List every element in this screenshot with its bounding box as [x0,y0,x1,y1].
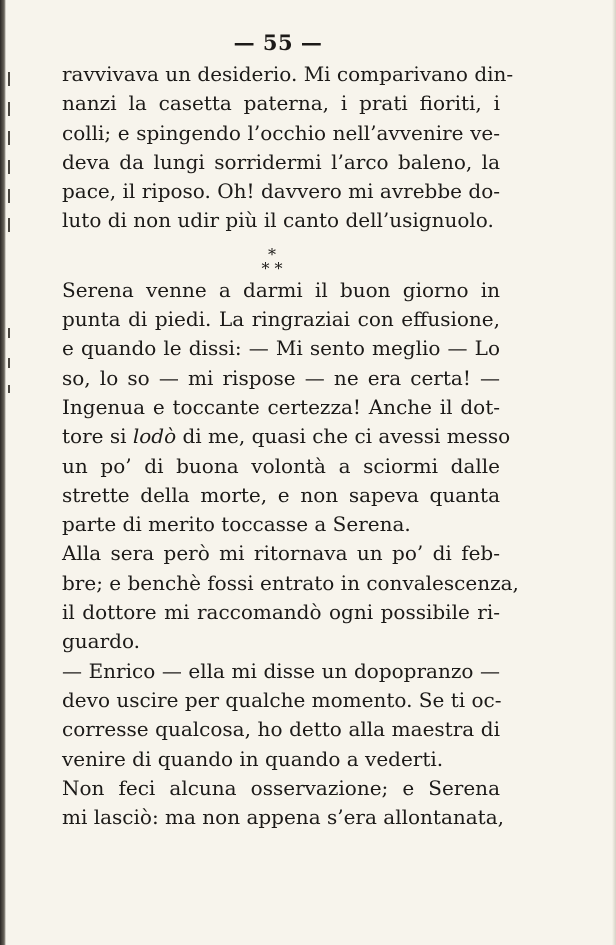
text-line: Serena venne a darmi il buon giorno in [62,277,500,302]
paragraph [62,539,519,656]
italic-word: lodò [132,424,177,449]
text-line: deva da lungi sorridermi l’arco baleno, la [62,149,500,174]
text-line: — Enrico — ella mi disse un dopopranzo — [62,658,500,683]
separator-top: * [268,244,276,264]
paragraph [62,276,511,540]
text-line: mi lasciò: ma non appena s’era allontanata, [62,805,504,830]
text-line: punta di piedi. La ringraziai con effusione, [62,307,500,332]
section-separator [62,236,482,276]
text-line: Non feci alcuna osservazione; e Serena [62,775,500,800]
paragraph [62,657,500,774]
paragraph [62,774,504,833]
page-text [62,60,519,832]
text-line: bre; e benchè fossi entrato in convalescenza, [62,570,519,595]
text-line: corresse qualcosa, ho detto alla maestra di [62,717,500,742]
separator-bottom: * * [261,258,283,278]
text-line: devo uscire per qualche momento. Se ti oc- [62,687,502,712]
text-line: strette della morte, e non sapeva quanta [62,482,500,507]
text-line: ravvivava un desiderio. Mi comparivano din- [62,62,514,86]
text-line: venire di quando in quando a vederti. [62,746,444,771]
text-line: Ingenua e toccante certezza! Anche il dot- [62,394,500,419]
text-line: e quando le dissi: — Mi sento meglio — Lo [62,336,500,361]
text-line: so, lo so — mi rispose — ne era certa! — [62,365,500,390]
text-run: tore si [62,424,133,449]
text-line: Alla sera però mi ritornava un po’ di feb- [62,541,500,566]
text-line: il dottore mi raccomandò ogni possibile ri- [62,600,500,625]
text-line [62,422,511,451]
scan-right-edge [612,0,616,945]
text-line: pace, il riposo. Oh! davvero mi avrebbe do- [62,179,500,204]
text-line: guardo. [62,629,141,654]
text-line: colli; e spingendo l’occhio nell’avvenire ve- [62,120,500,145]
scan-left-edge [0,0,6,945]
page-number: — 55 — [233,30,323,55]
text-line: nanzi la casetta paterna, i prati fioriti, i [62,91,500,116]
paragraph [62,60,514,236]
text-line: parte di merito toccasse a Serena. [62,512,411,537]
text-line: luto di non udir più il canto dell’usignuolo. [62,208,494,233]
text-line: un po’ di buona volontà a sciormi dalle [62,453,500,478]
text-run: di me, quasi che ci avessi messo [176,424,511,449]
